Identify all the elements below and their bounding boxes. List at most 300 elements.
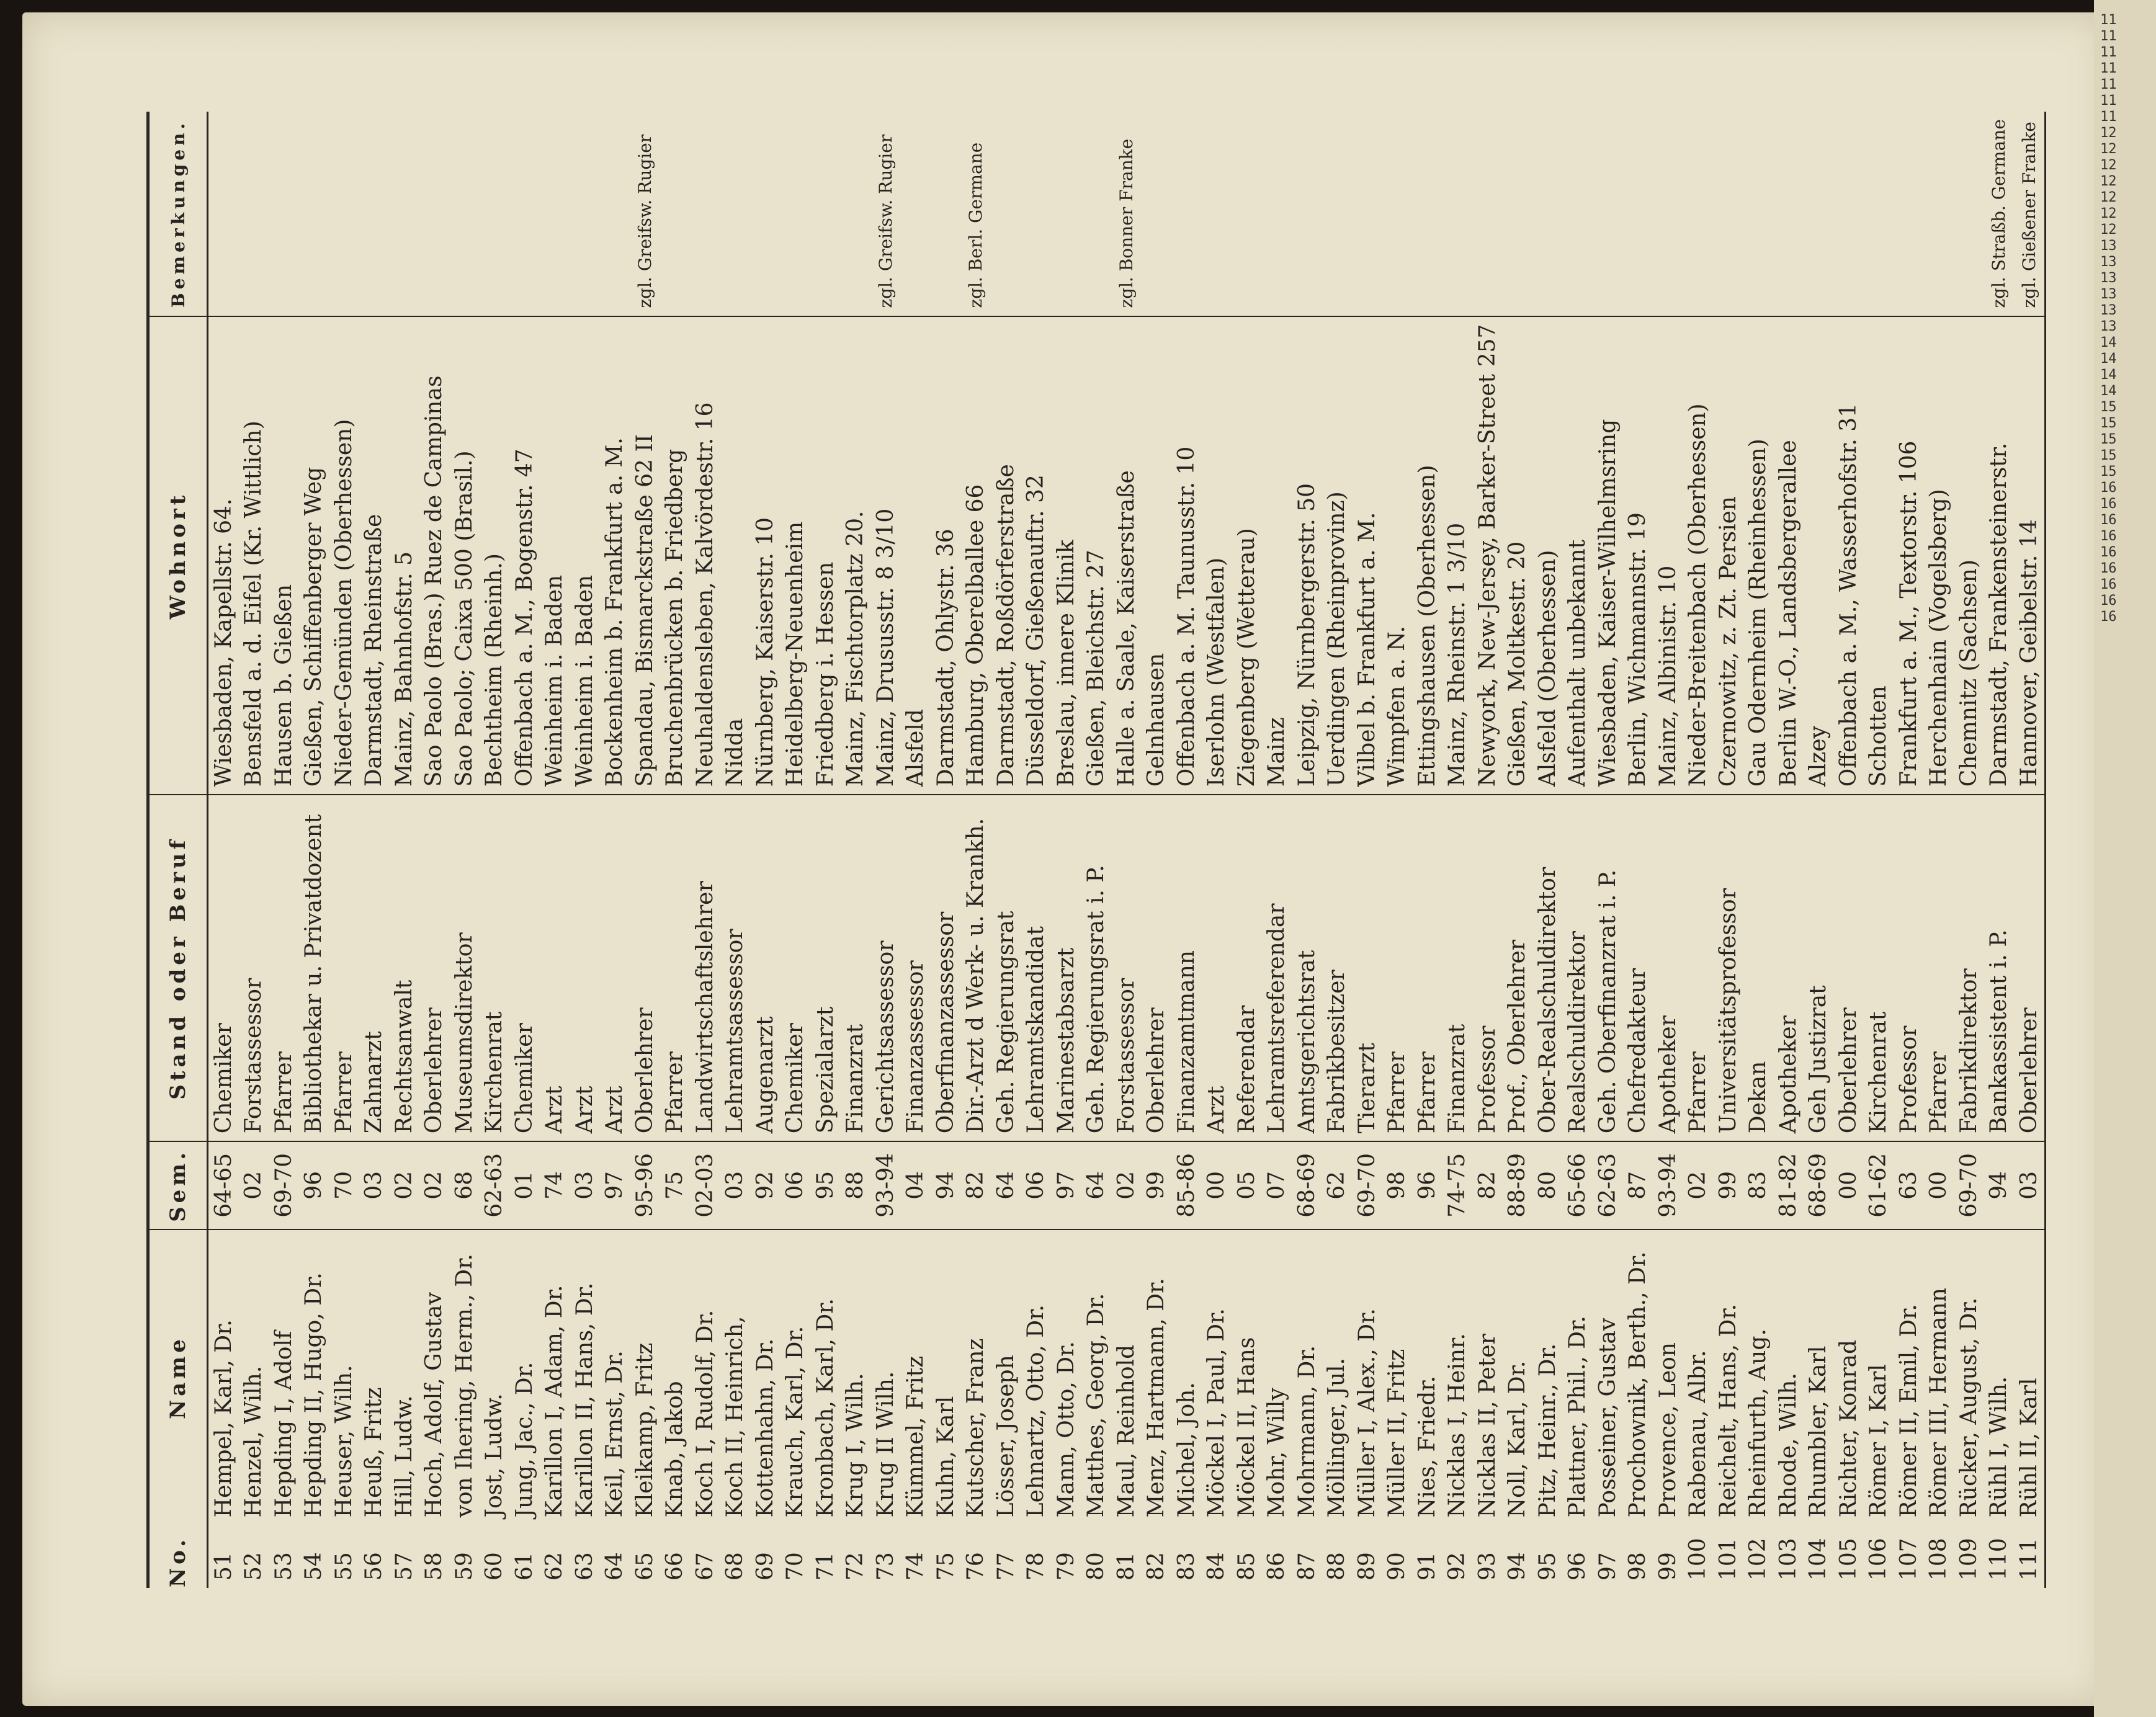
row-no: 92 (1444, 1552, 1470, 1581)
table-row (2014, 112, 2045, 1588)
row-bemerkung: zgl. Bonner Franke (1116, 138, 1137, 308)
row-bemerkung (781, 112, 811, 316)
table-row (781, 112, 811, 1588)
row-bemerkung (1563, 112, 1593, 316)
row-bemerkung: zgl. Greifsw. Rugier (875, 134, 896, 308)
row-no: 61 (511, 1552, 537, 1581)
row-name: Michel, Joh. (1173, 1382, 1199, 1518)
row-wohnort: Darmstadt, Roßdörferstraße (991, 316, 1021, 795)
row-sem: 93-94 (1653, 1141, 1683, 1229)
row-no: 80 (1083, 1552, 1109, 1581)
row-name: Müller II, Fritz (1384, 1349, 1410, 1518)
row-sem: 85-86 (1171, 1141, 1202, 1229)
row-wohnort: Bechtheim (Rheinh.) (480, 316, 510, 795)
row-bemerkung (389, 112, 419, 316)
row-no: 96 (1565, 1552, 1591, 1581)
row-wohnort: Gelnhausen (1142, 316, 1172, 795)
row-no: 78 (1023, 1552, 1049, 1581)
table-row (1683, 112, 1714, 1588)
table-row (931, 112, 961, 1588)
row-bemerkung (1804, 112, 1834, 316)
row-stand: Referendar (1232, 795, 1262, 1141)
row-no: 55 (331, 1552, 357, 1581)
row-no: 69 (752, 1552, 778, 1581)
row-sem: 00 (1833, 1141, 1864, 1229)
row-no: 74 (903, 1552, 929, 1581)
table-row (570, 112, 600, 1588)
row-name: Heuß, Fritz (361, 1387, 387, 1518)
row-wohnort: Darmstadt, Ohlystr. 36 (931, 316, 961, 795)
table-row (660, 112, 691, 1588)
row-stand: Kirchenrat (480, 795, 510, 1141)
row-no: 57 (391, 1552, 417, 1581)
row-bemerkung (1171, 112, 1202, 316)
table-row (810, 112, 841, 1588)
row-stand: Dir.-Arzt d Werk- u. Krankh. (961, 795, 991, 1141)
row-name: Provence, Leon (1655, 1342, 1681, 1518)
row-sem: 03 (359, 1141, 390, 1229)
row-bemerkung (1833, 112, 1864, 316)
table-row (1051, 112, 1081, 1588)
row-bemerkung (1081, 112, 1112, 316)
row-wohnort: Aufenthalt unbekannt (1563, 316, 1593, 795)
row-name: Pitz, Heinr., Dr. (1534, 1343, 1560, 1518)
row-name: Rücker, August, Dr. (1956, 1297, 1982, 1518)
table-row (1773, 112, 1804, 1588)
row-no: 90 (1384, 1552, 1410, 1581)
row-bemerkung (991, 112, 1021, 316)
row-bemerkung (299, 112, 329, 316)
row-sem: 03 (2014, 1141, 2045, 1229)
header-wohnort: Wohnort (148, 316, 208, 795)
row-stand: Pfarrer (269, 795, 299, 1141)
row-wohnort: Darmstadt, Frankensteinerstr. (1984, 316, 2015, 795)
row-sem: 64 (991, 1141, 1021, 1229)
row-sem: 02-03 (690, 1141, 720, 1229)
table-row (1081, 112, 1112, 1588)
row-name: Mann, Otto, Dr. (1053, 1341, 1079, 1518)
row-name: Noll, Karl, Dr. (1505, 1360, 1531, 1518)
row-name: Richter, Konrad (1835, 1339, 1861, 1518)
row-name: Nicklas I, Heinr. (1444, 1333, 1470, 1518)
row-wohnort: Bockenheim b. Frankfurt a. M. (600, 316, 630, 795)
row-sem: 00 (1202, 1141, 1232, 1229)
row-no: 72 (843, 1552, 869, 1581)
table-row (359, 112, 390, 1588)
row-bemerkung (1202, 112, 1232, 316)
row-name: Karillon II, Hans, Dr. (571, 1282, 597, 1518)
row-no: 81 (1113, 1552, 1139, 1581)
row-stand: Chemiker (509, 795, 540, 1141)
table-row (1322, 112, 1353, 1588)
row-name: Nicklas II, Peter (1474, 1334, 1500, 1518)
row-wohnort: Alzey (1804, 316, 1834, 795)
row-bemerkung (570, 112, 600, 316)
row-sem: 99 (1713, 1141, 1743, 1229)
row-name: Rabenau, Albr. (1685, 1350, 1711, 1518)
row-stand: Chefredakteur (1623, 795, 1653, 1141)
row-stand: Oberfinanzassessor (931, 795, 961, 1141)
row-stand: Oberlehrer (2014, 795, 2045, 1141)
row-name: Matthes, Georg, Dr. (1083, 1293, 1109, 1518)
row-stand: Pfarrer (1412, 795, 1443, 1141)
row-wohnort: Breslau, innere Klinik (1051, 316, 1081, 795)
row-no: 103 (1775, 1538, 1801, 1581)
table-row (1924, 112, 1954, 1588)
row-stand: Oberlehrer (1142, 795, 1172, 1141)
row-bemerkung (1954, 112, 1984, 316)
row-name: Plattner, Phil., Dr. (1565, 1316, 1591, 1518)
row-wohnort: Neuhaldensleben, Kalvördestr. 16 (690, 316, 720, 795)
table-row (1804, 112, 1834, 1588)
row-no: 73 (872, 1552, 898, 1581)
row-sem: 69-70 (1352, 1141, 1382, 1229)
row-stand: Arzt (540, 795, 570, 1141)
row-name: von Ihering, Herm., Dr. (451, 1254, 477, 1518)
row-sem: 68-69 (1292, 1141, 1322, 1229)
row-wohnort: Friedberg i. Hessen (810, 316, 841, 795)
row-name: Kleikamp, Fritz (632, 1342, 658, 1518)
row-sem: 82 (961, 1141, 991, 1229)
row-bemerkung (1352, 112, 1382, 316)
row-stand: Pfarrer (1382, 795, 1413, 1141)
row-stand: Rechtsanwalt (389, 795, 419, 1141)
table-row (1713, 112, 1743, 1588)
row-sem: 03 (720, 1141, 751, 1229)
rotated-content (146, 12, 2132, 1625)
row-sem: 05 (1232, 1141, 1262, 1229)
row-stand: Forstassessor (1111, 795, 1142, 1141)
row-sem: 87 (1623, 1141, 1653, 1229)
table-row (1472, 112, 1503, 1588)
row-sem: 80 (1532, 1141, 1563, 1229)
table-row (720, 112, 751, 1588)
table-row (1743, 112, 1774, 1588)
row-name: Rheinfurth, Aug. (1745, 1329, 1771, 1518)
row-stand: Ober-Realschuldirektor (1532, 795, 1563, 1141)
row-wohnort: Mainz, Albinistr. 10 (1653, 316, 1683, 795)
row-wohnort: Ziegenberg (Wetterau) (1232, 316, 1262, 795)
row-name: Römer II, Emil, Dr. (1895, 1304, 1921, 1518)
row-name: Krug I, Wilh. (843, 1373, 869, 1518)
row-stand: Tierarzt (1352, 795, 1382, 1141)
table-row (449, 112, 480, 1588)
row-no: 86 (1264, 1552, 1290, 1581)
row-wohnort: Weinheim i. Baden (540, 316, 570, 795)
row-bemerkung (419, 112, 450, 316)
row-name: Kuhn, Karl (933, 1396, 959, 1518)
row-wohnort: Gießen, Schiffenberger Weg (299, 316, 329, 795)
row-sem: 69-70 (1954, 1141, 1984, 1229)
row-name: Krug II Wilh. (872, 1371, 898, 1518)
row-wohnort: Gau Odernheim (Rheinhessen) (1743, 316, 1774, 795)
row-sem: 63 (1894, 1141, 1924, 1229)
row-sem: 07 (1262, 1141, 1292, 1229)
row-sem: 93-94 (870, 1141, 901, 1229)
row-bemerkung (1021, 112, 1052, 316)
table-row (329, 112, 359, 1588)
row-sem: 06 (781, 1141, 811, 1229)
row-stand: Museumsdirektor (449, 795, 480, 1141)
row-stand: Dekan (1743, 795, 1774, 1141)
table-row (540, 112, 570, 1588)
row-name: Prochownik, Berth., Dr. (1625, 1251, 1651, 1518)
table-row (901, 112, 931, 1588)
row-stand: Spezialarzt (810, 795, 841, 1141)
row-name: Henzel, Wilh. (241, 1365, 267, 1518)
row-name: Menz, Hartmann, Dr. (1143, 1278, 1170, 1518)
row-stand: Realschuldirektor (1563, 795, 1593, 1141)
row-wohnort: Iserlohn (Westfalen) (1202, 316, 1232, 795)
row-no: 67 (692, 1552, 718, 1581)
row-sem: 69-70 (269, 1141, 299, 1229)
row-name: Lehnartz, Otto, Dr. (1023, 1304, 1049, 1518)
row-wohnort: Schotten (1864, 316, 1894, 795)
row-bemerkung (690, 112, 720, 316)
row-stand: Pfarrer (1924, 795, 1954, 1141)
row-bemerkung: zgl. Straßb. Germane (1988, 119, 2010, 308)
row-wohnort: Sao Paolo; Caixa 500 (Brasil.) (449, 316, 480, 795)
row-bemerkung (1924, 112, 1954, 316)
row-sem: 65-66 (1563, 1141, 1593, 1229)
row-stand: Finanzassessor (901, 795, 931, 1141)
row-bemerkung (540, 112, 570, 316)
table-row (299, 112, 329, 1588)
row-wohnort: Nieder-Gemünden (Oberhessen) (329, 316, 359, 795)
table-row (1443, 112, 1473, 1588)
table-row (1142, 112, 1172, 1588)
row-sem: 68 (449, 1141, 480, 1229)
row-name: Kutscher, Franz (963, 1338, 989, 1518)
row-sem: 62-63 (1593, 1141, 1623, 1229)
table-row (1984, 112, 2015, 1588)
table-row (1563, 112, 1593, 1588)
row-wohnort: Vilbel b. Frankfurt a. M. (1352, 316, 1382, 795)
row-sem: 64 (1081, 1141, 1112, 1229)
row-wohnort: Wimpfen a. N. (1382, 316, 1413, 795)
row-bemerkung (1232, 112, 1262, 316)
row-name: Jost, Ludw. (481, 1393, 508, 1518)
row-stand: Apotheker (1653, 795, 1683, 1141)
row-bemerkung (1623, 112, 1653, 316)
row-stand: Chemiker (208, 795, 239, 1141)
row-name: Möckel II, Hans (1233, 1337, 1259, 1518)
row-name: Römer III, Hermann (1926, 1288, 1952, 1518)
row-stand: Forstassessor (239, 795, 269, 1141)
row-bemerkung (1382, 112, 1413, 316)
table-row (690, 112, 720, 1588)
row-sem: 95-96 (630, 1141, 660, 1229)
row-no: 93 (1474, 1552, 1500, 1581)
row-name: Möckel I, Paul, Dr. (1204, 1308, 1230, 1518)
row-name: Koch I, Rudolf, Dr. (692, 1309, 718, 1518)
row-sem: 81-82 (1773, 1141, 1804, 1229)
adjacent-page-edge (2094, 0, 2156, 1717)
row-stand: Arzt (1202, 795, 1232, 1141)
table-row (750, 112, 781, 1588)
row-wohnort: Sao Paolo (Bras.) Ruez de Campinas (419, 316, 450, 795)
row-sem: 94 (931, 1141, 961, 1229)
row-no: 102 (1745, 1538, 1771, 1581)
row-no: 88 (1324, 1552, 1350, 1581)
row-no: 105 (1835, 1538, 1861, 1581)
row-no: 53 (271, 1552, 297, 1581)
row-bemerkung (720, 112, 751, 316)
row-bemerkung (208, 112, 239, 316)
row-stand: Lehramtsassessor (720, 795, 751, 1141)
row-sem: 62-63 (480, 1141, 510, 1229)
row-sem: 02 (239, 1141, 269, 1229)
table-row (961, 112, 991, 1588)
header-name: Name (148, 1229, 208, 1525)
row-stand: Universitätsprofessor (1713, 795, 1743, 1141)
row-sem: 97 (600, 1141, 630, 1229)
row-wohnort: Mainz, Bahnhofstr. 5 (389, 316, 419, 795)
row-stand: Pfarrer (329, 795, 359, 1141)
row-stand: Gerichtsassessor (870, 795, 901, 1141)
row-bemerkung (750, 112, 781, 316)
row-bemerkung (269, 112, 299, 316)
row-sem: 06 (1021, 1141, 1052, 1229)
row-stand: Fabrikbesitzer (1322, 795, 1353, 1141)
row-stand: Oberlehrer (419, 795, 450, 1141)
row-bemerkung (1292, 112, 1322, 316)
header-stand: Stand oder Beruf (148, 795, 208, 1141)
row-wohnort: Düsseldorf, Gießenauftr. 32 (1021, 316, 1052, 795)
row-name: Müller I, Alex., Dr. (1354, 1308, 1380, 1518)
row-sem: 94 (1984, 1141, 2015, 1229)
table-row (1864, 112, 1894, 1588)
row-bemerkung (1743, 112, 1774, 316)
row-wohnort: Wiesbaden, Kapellstr. 64. (208, 316, 239, 795)
row-sem: 64-65 (208, 1141, 239, 1229)
row-stand: Lehramtsreferendar (1262, 795, 1292, 1141)
row-wohnort: Alsfeld (Oberhessen) (1532, 316, 1563, 795)
row-no: 110 (1986, 1538, 2012, 1581)
table-row (1653, 112, 1683, 1588)
header-bemerkungen: Bemerkungen. (148, 112, 208, 316)
table-row (1593, 112, 1623, 1588)
row-bemerkung (1593, 112, 1623, 316)
row-sem: 83 (1743, 1141, 1774, 1229)
table-row (1111, 112, 1142, 1588)
row-bemerkung (931, 112, 961, 316)
row-no: 54 (301, 1552, 327, 1581)
row-stand: Oberlehrer (630, 795, 660, 1141)
row-sem: 01 (509, 1141, 540, 1229)
table-row (991, 112, 1021, 1588)
row-no: 94 (1505, 1552, 1531, 1581)
row-no: 66 (662, 1552, 688, 1581)
table-row (1292, 112, 1322, 1588)
row-no: 97 (1595, 1552, 1621, 1581)
row-no: 109 (1956, 1538, 1982, 1581)
row-wohnort: Offenbach a. M. Taunusstr. 10 (1171, 316, 1202, 795)
row-sem: 61-62 (1864, 1141, 1894, 1229)
row-wohnort: Ettingshausen (Oberhessen) (1412, 316, 1443, 795)
row-wohnort: Heidelberg-Neuenheim (781, 316, 811, 795)
row-bemerkung (1322, 112, 1353, 316)
row-no: 62 (542, 1552, 568, 1581)
row-stand: Oberlehrer (1833, 795, 1864, 1141)
row-name: Reichelt, Hans, Dr. (1715, 1303, 1741, 1518)
row-stand: Finanzamtmann (1171, 795, 1202, 1141)
row-sem: 62 (1322, 1141, 1353, 1229)
table-row (419, 112, 450, 1588)
table-row (870, 112, 901, 1588)
row-name: Nies, Friedr. (1414, 1375, 1440, 1518)
register-page (22, 12, 2107, 1706)
row-sem: 02 (1111, 1141, 1142, 1229)
table-row (1623, 112, 1653, 1588)
row-wohnort: Gießen, Bleichstr. 27 (1081, 316, 1112, 795)
table-row (841, 112, 871, 1588)
table-row (480, 112, 510, 1588)
row-wohnort: Herchenhain (Vogelsberg) (1924, 316, 1954, 795)
adjacent-page-numbers: 11 11 11 11 11 11 11 12 12 12 12 12 12 12 13 13 13 13 13 13 14 14 14 14 15 15 15 15 15 16 16 16 16 16 16 16 16 16 (2100, 12, 2117, 625)
table-row (1412, 112, 1443, 1588)
row-wohnort: Nidda (720, 316, 751, 795)
row-wohnort: Berlin, Wichmannstr. 19 (1623, 316, 1653, 795)
row-wohnort: Hannover, Geibelstr. 14 (2014, 316, 2045, 795)
row-no: 76 (963, 1552, 989, 1581)
row-wohnort: Mainz, Fischtorplatz 20. (841, 316, 871, 795)
row-no: 60 (481, 1552, 508, 1581)
row-bemerkung: zgl. Gießener Franke (2014, 112, 2045, 316)
row-bemerkung (1713, 112, 1743, 316)
row-name: Koch II, Heinrich, (722, 1316, 748, 1518)
row-name: Rhode, Wilh. (1775, 1373, 1801, 1518)
row-no: 89 (1354, 1552, 1380, 1581)
row-stand: Professor (1894, 795, 1924, 1141)
row-bemerkung (1472, 112, 1503, 316)
row-no: 87 (1294, 1552, 1320, 1581)
row-no: 63 (571, 1552, 597, 1581)
table-row (1352, 112, 1382, 1588)
row-bemerkung (1262, 112, 1292, 316)
table-row (1232, 112, 1262, 1588)
row-name: Posseiner, Gustav (1595, 1318, 1621, 1518)
row-name: Kümmel, Fritz (903, 1355, 929, 1518)
row-bemerkung (480, 112, 510, 316)
row-stand: Apotheker (1773, 795, 1804, 1141)
row-name: Rühl I, Wilh. (1986, 1376, 2012, 1518)
row-no: 75 (933, 1552, 959, 1581)
row-stand: Finanzrat (1443, 795, 1473, 1141)
row-name: Mohrmann, Dr. (1294, 1345, 1320, 1518)
row-bemerkung (329, 112, 359, 316)
row-wohnort: Nürnberg, Kaiserstr. 10 (750, 316, 781, 795)
row-no: 99 (1655, 1552, 1681, 1581)
row-sem: 02 (389, 1141, 419, 1229)
row-sem: 04 (901, 1141, 931, 1229)
row-bemerkung (810, 112, 841, 316)
row-stand: Lehramtskandidat (1021, 795, 1052, 1141)
header-no: No. (148, 1525, 208, 1588)
row-sem: 74-75 (1443, 1141, 1473, 1229)
row-wohnort: Uerdingen (Rheinprovinz) (1322, 316, 1353, 795)
row-stand: Arzt (600, 795, 630, 1141)
row-name: Kronbach, Karl, Dr. (812, 1298, 838, 1518)
row-bemerkung (1142, 112, 1172, 316)
row-bemerkung (1894, 112, 1924, 316)
row-sem: 00 (1924, 1141, 1954, 1229)
row-sem: 82 (1472, 1141, 1503, 1229)
row-wohnort: Gießen, Moltkestr. 20 (1503, 316, 1533, 795)
table-row (1021, 112, 1052, 1588)
row-stand: Kirchenrat (1864, 795, 1894, 1141)
row-wohnort: Spandau, Bismarckstraße 62 II (630, 316, 660, 795)
